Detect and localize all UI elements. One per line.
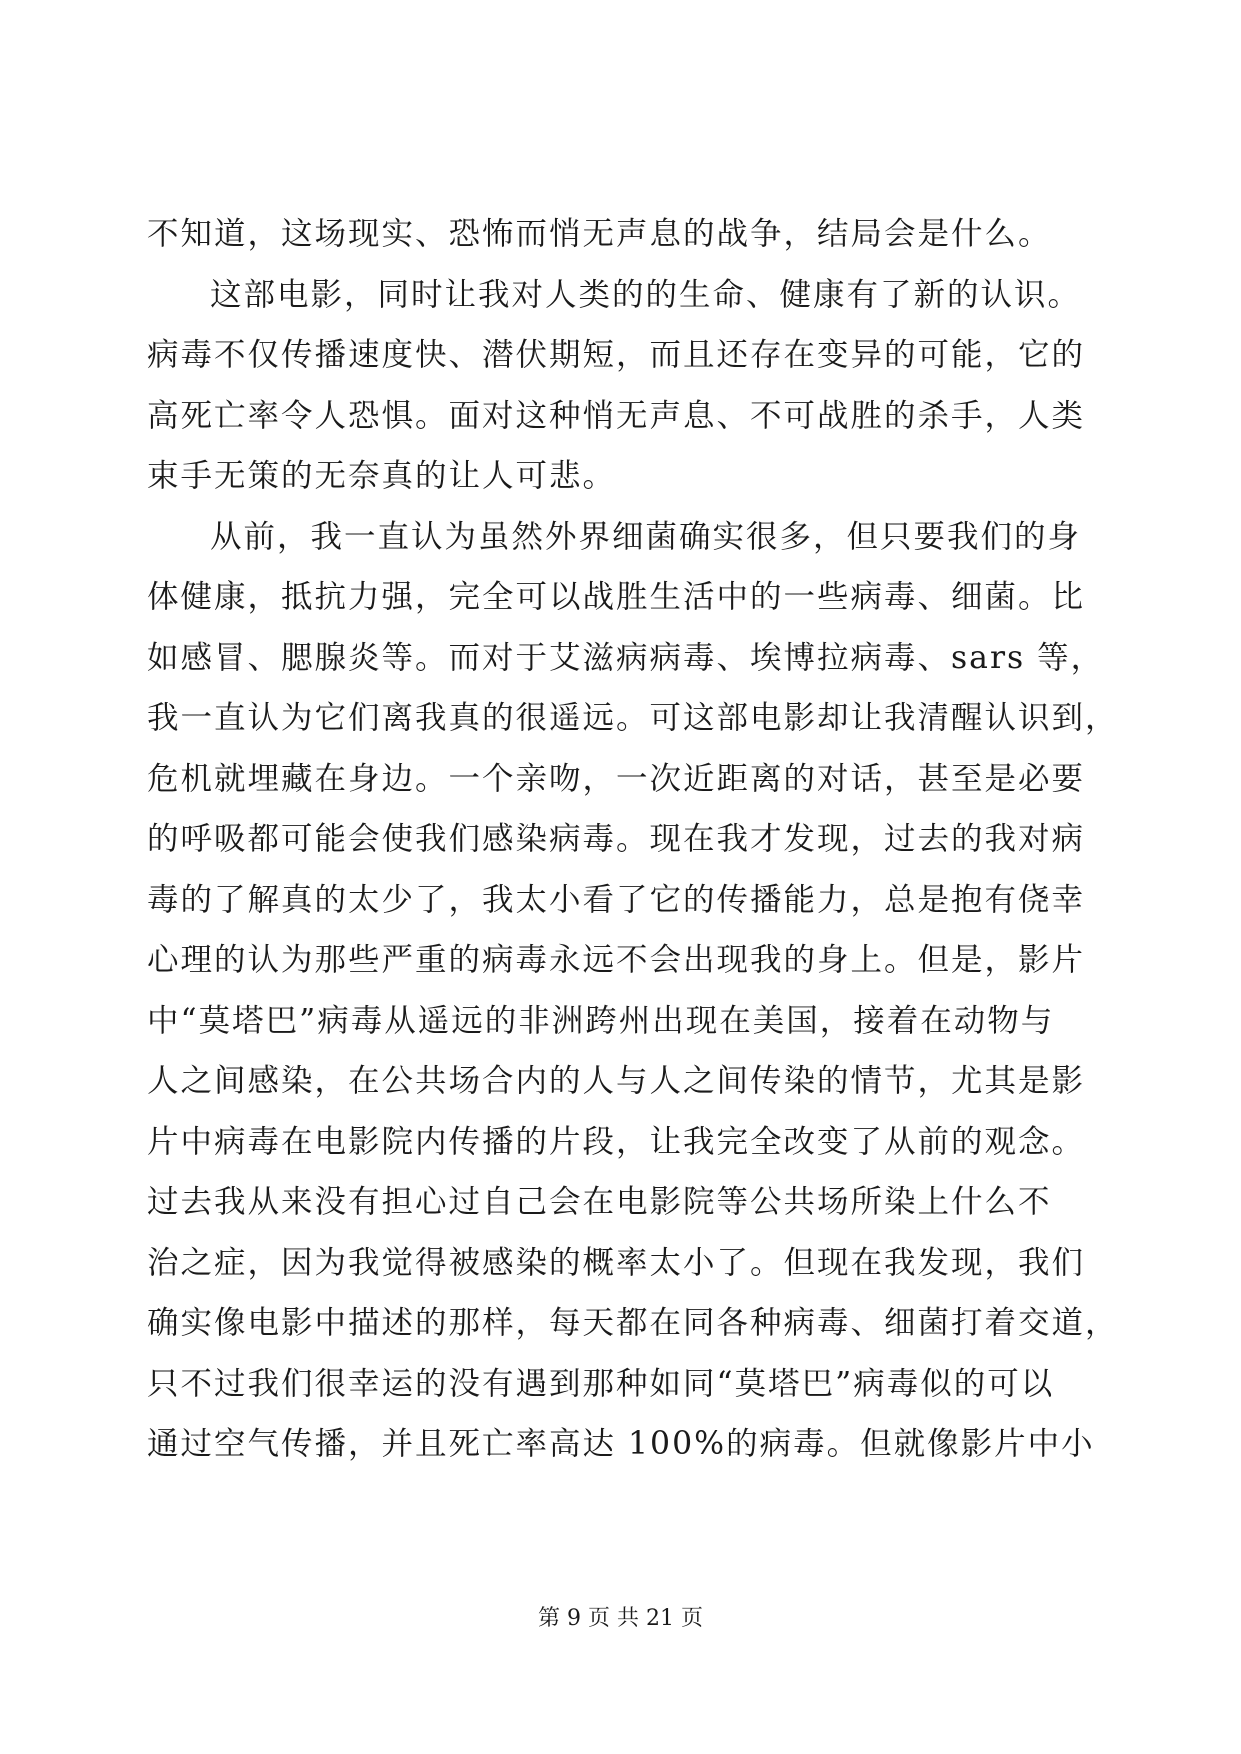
text-line: 只不过我们很幸运的没有遇到那种如同“莫塔巴”病毒似的可以 [147,1365,1055,1402]
text-line: 束手无策的无奈真的让人可悲。 [147,458,617,494]
text-line: 病毒不仅传播速度快、潜伏期短，而且还存在变异的可能，它的 [147,337,1086,373]
text-line: 人之间感染，在公共场合内的人与人之间传染的情节，尤其是影 [147,1063,1086,1099]
text-line: 治之症，因为我觉得被感染的概率太小了。但现在我发现，我们 [147,1244,1086,1281]
text-line: 确实像电影中描述的那样，每天都在同各种病毒、细菌打着交道， [147,1305,1119,1341]
text-line: 心理的认为那些严重的病毒永远不会出现我的身上。但是，影片 [147,942,1086,978]
text-line: 如感冒、腮腺炎等。而对于艾滋病病毒、埃博拉病毒、sars 等， [147,639,1105,676]
page-number-footer: 第 9 页 共 21 页 [538,1606,703,1631]
text-line: 的呼吸都可能会使我们感染病毒。现在我才发现，过去的我对病 [147,821,1086,857]
text-line: 我一直认为它们离我真的很遥远。可这部电影却让我清醒认识到， [147,700,1119,736]
text-line: 高死亡率令人恐惧。面对这种悄无声息、不可战胜的杀手，人类 [147,397,1086,434]
text-line: 片中病毒在电影院内传播的片段，让我完全改变了从前的观念。 [147,1123,1086,1160]
text-line: 体健康，抵抗力强，完全可以战胜生活中的一些病毒、细菌。比 [147,579,1086,615]
text-line: 过去我从来没有担心过自己会在电影院等公共场所染上什么不 [147,1184,1052,1220]
text-line: 危机就埋藏在身边。一个亲吻，一次近距离的对话，甚至是必要 [147,760,1086,797]
text-line: 通过空气传播，并且死亡率高达 100%的病毒。但就像影片中小 [147,1426,1095,1462]
body-text [147,204,1119,1475]
text-line: 从前，我一直认为虽然外界细菌确实很多，但只要我们的身 [210,518,1082,555]
text-line: 毒的了解真的太少了，我太小看了它的传播能力，总是抱有侥幸 [147,881,1086,918]
text-line: 不知道，这场现实、恐怖而悄无声息的战争，结局会是什么。 [147,216,1052,252]
text-line: 这部电影，同时让我对人类的的生命、健康有了新的认识。 [210,276,1082,313]
text-line: 中“莫塔巴”病毒从遥远的非洲跨州出现在美国，接着在动物与 [147,1002,1055,1039]
